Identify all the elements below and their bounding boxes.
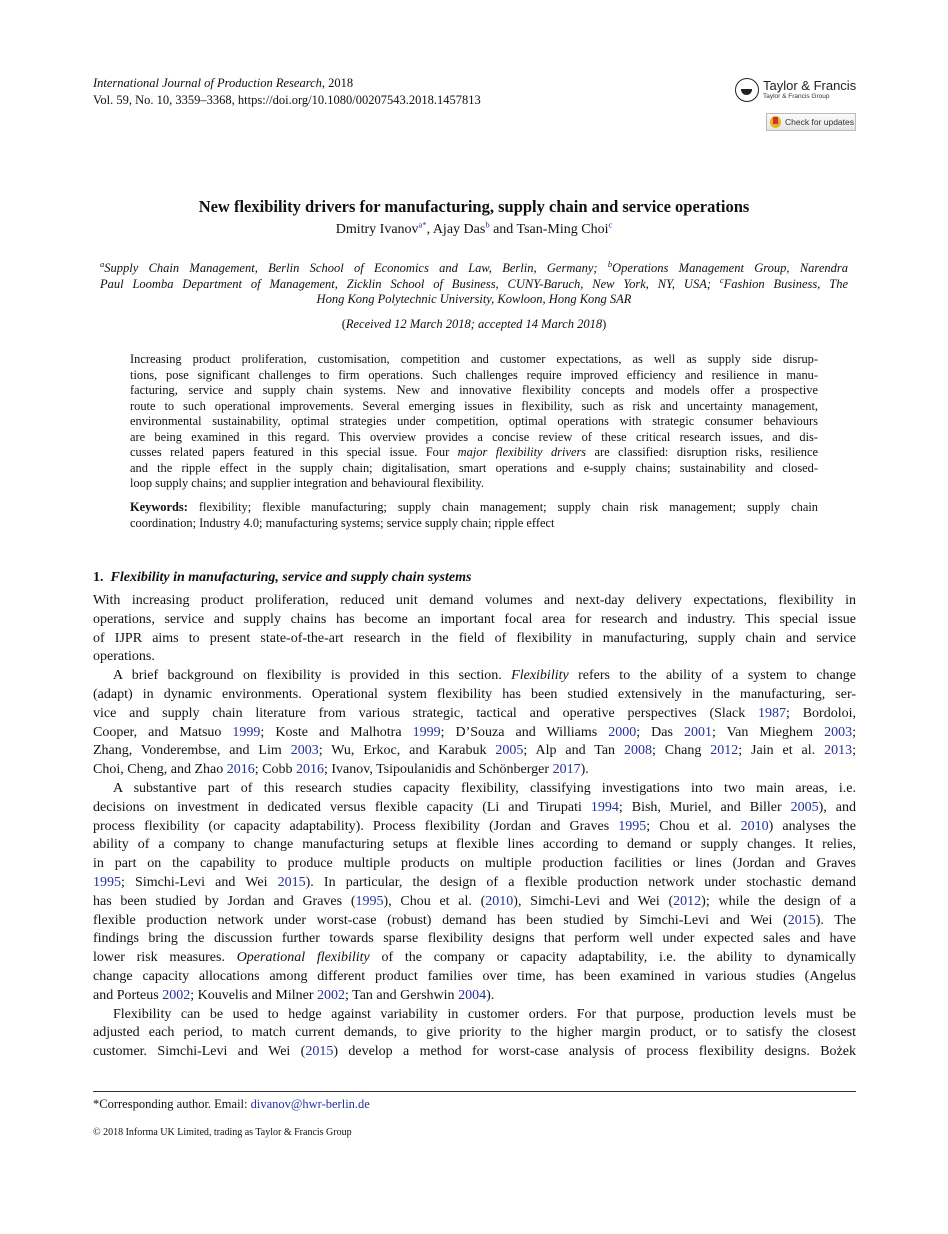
citation-link[interactable]: 2015 [305, 1044, 334, 1060]
affiliations [100, 258, 848, 308]
citation-link[interactable]: 2008 [623, 743, 652, 759]
footnote-divider [93, 1091, 856, 1092]
section-number: 1. [93, 570, 104, 585]
footnote-label: *Corresponding author. Email: [93, 1097, 251, 1111]
text-line: Flexibility can be used to hedge against variability in customer orders. For that purpose, production levels must be [113, 1006, 856, 1022]
journal-name: International Journal of Production Research [93, 76, 322, 90]
text-line: operations, service and supply chains has become an important focal area for research and industry. This special issue [93, 611, 856, 627]
text-line: in part on the capability to produce multiple products on multiple production facilities or lines (Jordan and Graves [93, 856, 856, 872]
citation-link[interactable]: 1987 [758, 705, 787, 721]
volume-doi: Vol. 59, No. 10, 3359–3368, https://doi.org/10.1080/00207543.2018.1457813 [93, 93, 481, 107]
text-line: lower risk measures. Operational flexibility of the company or capacity adaptability, i.e. the ability to dynamically [93, 950, 857, 966]
emphasis: Operational flexibility [236, 950, 370, 966]
keywords-label: Keywords: [130, 500, 188, 514]
citation-link[interactable]: 2010 [485, 893, 514, 909]
text-line: Keywords: flexibility; flexible manufacturing; supply chain management; supply chain risk management; supply chain [130, 500, 818, 514]
copyright: © 2018 Informa UK Limited, trading as Taylor & Francis Group [93, 1127, 352, 1138]
section-title: Flexibility in manufacturing, service and supply chain systems [110, 570, 472, 585]
publisher-logo [735, 78, 856, 102]
citation-link[interactable]: 1995 [355, 893, 384, 909]
journal-year: , 2018 [321, 76, 354, 90]
citation-link[interactable]: 2001 [683, 724, 712, 740]
affiliation-marker: b [607, 258, 613, 269]
text-line: facturing, service and supply chain systems. New and innovative flexibility concepts and models offer a prospective [130, 383, 818, 397]
text-line: and the ripple effect in the supply chain; digitalisation, smart operations and e-supply chains; sustainability and closed- [130, 460, 818, 475]
publisher-name: Taylor & Francis [763, 78, 857, 93]
text-line: route to such operational improvements. Several emerging issues in flexibility, such as risk and uncertainty management, [130, 398, 818, 413]
citation-link[interactable]: 2005 [790, 799, 819, 815]
citation-link[interactable]: 2002 [316, 987, 345, 1003]
text-line: A brief background on flexibility is provided in this section. Flexibility refers to the ability of a system to change [113, 668, 856, 684]
check-for-updates-label: Check for updates [785, 117, 854, 127]
author-affiliation-link[interactable]: a* [418, 219, 427, 230]
affiliation-marker: c [719, 274, 724, 285]
emphasis: Flexibility [511, 668, 569, 684]
text-line: process flexibility (or capacity adaptability). Process flexibility (Jordan and Graves 1995; Chou et al. 2010) analyses the [93, 818, 857, 834]
abstract [130, 352, 818, 492]
text-line: findings bring the discussion further towards sparse flexibility designs that perform well under expected sales and have [93, 931, 856, 947]
keywords [130, 500, 818, 531]
text-line: vice and supply chain literature from various strategic, tactical and operative perspectives (Slack 1987; Bordoloi, [93, 705, 856, 721]
citation-link[interactable]: 1994 [590, 799, 619, 815]
text-line: ability of a company to change manufacturing setups at flexible lines according to demand or supply changes. It relies, [93, 837, 856, 853]
citation-link[interactable]: 2010 [740, 818, 769, 834]
emphasis: Received 12 March 2018; accepted 14 March 2018 [345, 317, 603, 331]
citation-link[interactable]: 2004 [458, 987, 487, 1003]
text-line: adjusted each period, to match current demands, to give priority to the higher margin product, or to satisfy the closest [93, 1025, 856, 1041]
text-line: Increasing product proliferation, customisation, competition and customer expectations, as well as supply side disrup- [130, 352, 818, 366]
check-for-updates-button[interactable] [766, 113, 856, 131]
text-line: customer. Simchi-Levi and Wei (2015) develop a method for worst-case analysis of process flexibility designs. Bożek [93, 1044, 856, 1060]
citation-link[interactable]: 2015 [277, 874, 306, 890]
citation-link[interactable]: 2003 [290, 743, 319, 759]
author-affiliation-link[interactable]: c [608, 219, 613, 230]
text-line: coordination; Industry 4.0; manufacturing systems; service supply chain; ripple effect [130, 515, 555, 530]
author-name: Tsan-Ming Choi [516, 222, 609, 237]
citation-link[interactable]: 2016 [226, 762, 255, 778]
text-line: 1995; Simchi-Levi and Wei 2015). In particular, the design of a flexible production network under stochastic demand [93, 874, 856, 890]
bookmark-icon [770, 116, 781, 128]
text-line: change capacity allocations among different product families over time, has been examined in various studies (Angelus [93, 968, 856, 984]
text-line: $^a$Supply Chain Management, Berlin School of Economics and Law, Berlin, Germany; $^b$Operations Management Group, Narendra [100, 258, 848, 275]
text-line: Paul Loomba Department of Management, Zicklin School of Business, CUNY-Baruch, New York, NY, USA; $^c$Fashion Business, The [100, 274, 848, 291]
text-line: With increasing product proliferation, reduced unit demand volumes and next-day delivery expectations, flexibility in [93, 593, 856, 608]
text-line: (adapt) in dynamic environments. Operational system flexibility has been studied extensively in the manufacturing, ser- [93, 686, 856, 702]
citation-link[interactable]: 2013 [824, 743, 853, 759]
emphasis: major flexibility drivers [457, 445, 587, 459]
email-link[interactable]: divanov@hwr-berlin.de [250, 1097, 370, 1111]
text-line: Hong Kong Polytechnic University, Kowloon, Hong Kong SAR [316, 292, 632, 307]
lamp-icon [735, 78, 759, 102]
citation-link[interactable]: 2000 [608, 724, 637, 740]
citation-link[interactable]: 2012 [673, 893, 702, 909]
text-line: Zhang, Vonderembse, and Lim 2003; Wu, Erkoc, and Karabuk 2005; Alp and Tan 2008; Chang 2012; Jain et al. 2013; [93, 743, 856, 759]
citation-link[interactable]: 2015 [787, 912, 816, 928]
text-line: flexible production network under worst-case (robust) demand has been studied by Simchi-Levi and Wei (2015). The [93, 912, 856, 928]
text-line: environmental sustainability, optimal strategies under competition, optimal operations with strategic consumer behaviours [130, 414, 818, 428]
corresponding-author-footnote [93, 1097, 370, 1112]
text-line: loop supply chains; and supplier integration and behavioural flexibility. [130, 476, 484, 490]
citation-link[interactable]: 2016 [296, 762, 324, 778]
journal-header [93, 75, 481, 109]
text-line: tions, pose significant challenges to firm operations. Such challenges require improved efficiency and resilience in manu- [130, 367, 818, 382]
text-line: Cooper, and Matsuo 1999; Koste and Malhotra 1999; D’Souza and Williams 2000; Das 2001; Van Mieghem 2003; [93, 724, 856, 740]
author-name: Ajay Das [432, 222, 486, 237]
citation-link[interactable]: 1995 [93, 874, 121, 890]
text-line: has been studied by Jordan and Graves (1995), Chou et al. (2010), Simchi-Levi and Wei (2012); while the design of a [93, 893, 857, 909]
citation-link[interactable]: 1999 [412, 724, 441, 740]
text-line: cusses related papers featured in this special issue. Four major flexibility drivers are classified: disruption risks, resilience [130, 445, 818, 459]
citation-link[interactable]: 2017 [552, 762, 581, 778]
text-line: are being examined in this regard. This overview provides a concise review of these critical research issues, and dis- [130, 429, 818, 444]
citation-link[interactable]: 2002 [162, 987, 191, 1003]
text-line: and Porteus 2002; Kouvelis and Milner 2002; Tan and Gershwin 2004). [93, 987, 495, 1003]
citation-link[interactable]: 1999 [232, 724, 261, 740]
body-text [93, 592, 856, 1062]
text-line: operations. [93, 649, 155, 665]
citation-link[interactable]: 1995 [618, 818, 647, 834]
citation-link[interactable]: 2005 [495, 743, 524, 759]
section-heading [93, 569, 471, 587]
text-line: Choi, Cheng, and Zhao 2016; Cobb 2016; Ivanov, Tsipoulanidis and Schönberger 2017). [93, 762, 589, 778]
text-line: A substantive part of this research studies capacity flexibility, classifying investigations into two main areas, i.e. [113, 780, 856, 796]
citation-link[interactable]: 2003 [824, 724, 853, 740]
author-affiliation-link[interactable]: b [485, 219, 490, 230]
affiliation-marker: a [100, 258, 105, 269]
received-dates: (Received 12 March 2018; accepted 14 March 2018) [341, 317, 607, 331]
text-line: decisions on investment in dedicated versus flexible capacity (Li and Tirupati 1994; Bish, Muriel, and Biller 2005), and [93, 799, 856, 815]
paper-title: New flexibility drivers for manufacturing, supply chain and service operations [198, 197, 750, 216]
author-name: Dmitry Ivanov [335, 222, 419, 237]
citation-link[interactable]: 2012 [710, 743, 739, 759]
author-list: Dmitry Ivanov$^{a*}$, Ajay Das$^b$ and Tsan-Ming Choi$^c$ [335, 219, 613, 237]
publisher-group: Taylor & Francis Group [763, 93, 830, 100]
text-line: of IJPR aims to present state-of-the-art research in the field of flexibility in manufacturing, supply chain and service [93, 630, 856, 646]
